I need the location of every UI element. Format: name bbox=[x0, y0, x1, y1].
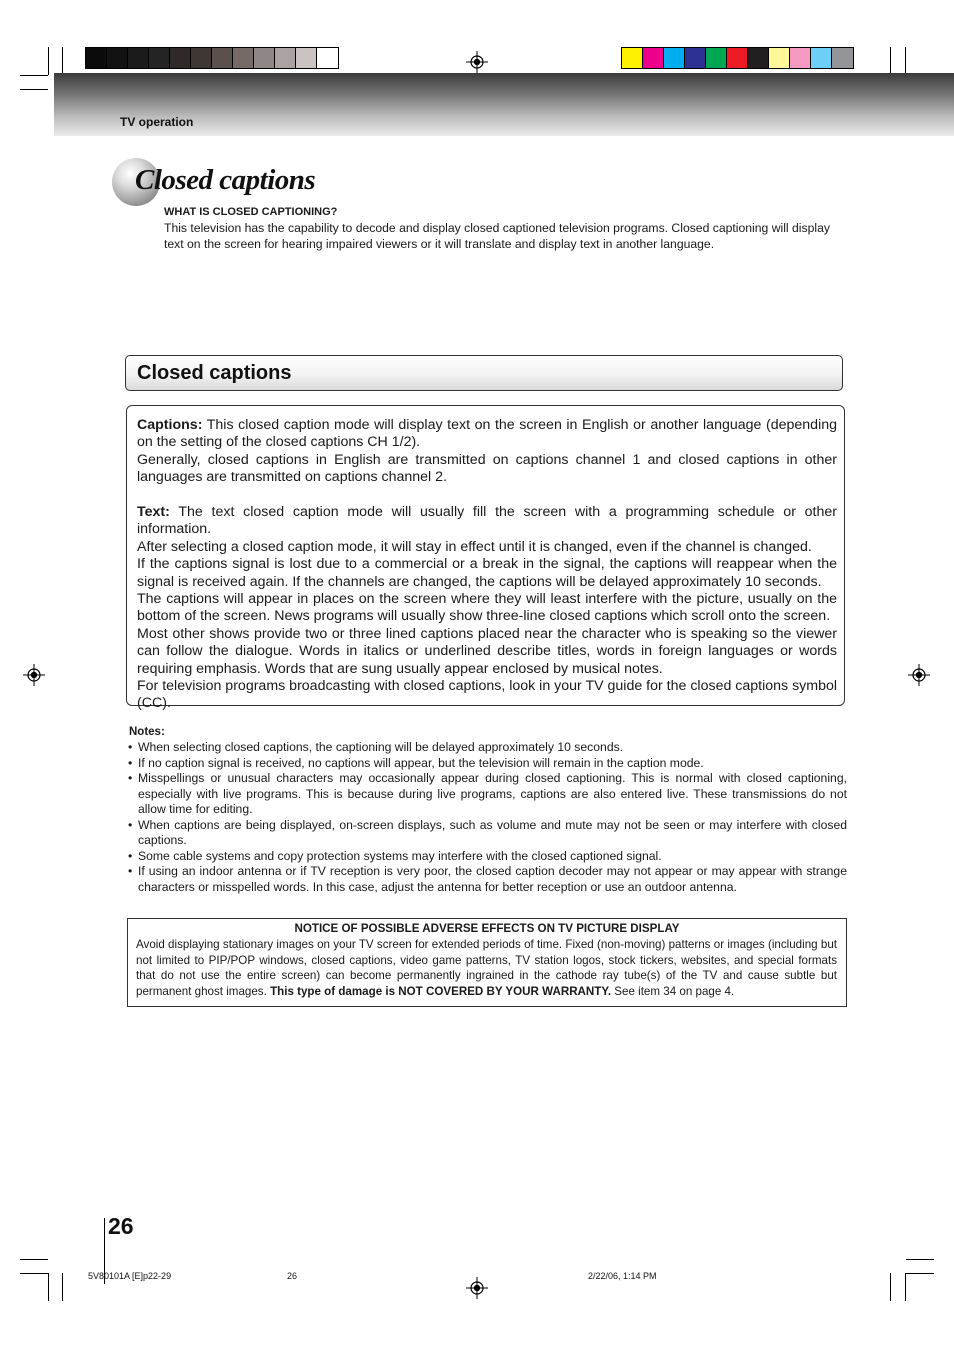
calibration-swatch bbox=[212, 48, 233, 68]
registration-mark-icon bbox=[908, 664, 930, 686]
intro-paragraph: This television has the capability to decode and display closed captioned television programs. Closed captioning will display text on the screen for hearing impaired viewers or it will translate and display text in another language. bbox=[164, 221, 830, 251]
print-timestamp: 2/22/06, 1:14 PM bbox=[588, 1271, 657, 1281]
calibration-swatch bbox=[727, 48, 748, 68]
calibration-swatch bbox=[664, 48, 685, 68]
notice-body bbox=[136, 937, 837, 999]
list-item: • When captions are being displayed, on-screen displays, such as volume and mute may not be seen or may interfere with closed captions. bbox=[128, 818, 847, 849]
calibration-swatch bbox=[233, 48, 254, 68]
notice-title: NOTICE OF POSSIBLE ADVERSE EFFECTS ON TV PICTURE DISPLAY bbox=[294, 922, 680, 935]
captions-channel-paragraph: Generally, closed captions in English are transmitted on captions channel 1 and closed captions in other languages are transmitted on captions channel 2. bbox=[137, 451, 837, 486]
calibration-swatch bbox=[149, 48, 170, 68]
tv-guide-paragraph: For television programs broadcasting with closed captions, look in your TV guide for the closed captions symbol (CC). bbox=[137, 678, 838, 712]
text-label: Text: bbox=[137, 504, 170, 521]
calibration-swatch bbox=[107, 48, 128, 68]
text-paragraph bbox=[137, 504, 837, 539]
calibration-swatch bbox=[685, 48, 706, 68]
calibration-swatch bbox=[769, 48, 790, 68]
intro-subheading: WHAT IS CLOSED CAPTIONING? bbox=[164, 206, 338, 218]
calibration-swatch bbox=[811, 48, 832, 68]
caption-modes-text bbox=[137, 417, 837, 713]
captions-description: This closed caption mode will display text on the screen in English or another language (depending on the setting of the closed captions CH 1/2). bbox=[137, 417, 837, 451]
list-item: • Some cable systems and copy protection systems may interfere with the closed captioned signal. bbox=[128, 849, 847, 865]
calibration-swatch bbox=[706, 48, 727, 68]
notice-box bbox=[127, 918, 847, 1007]
grayscale-calibration-bar bbox=[85, 47, 339, 69]
calibration-swatch bbox=[317, 48, 338, 68]
crop-mark bbox=[20, 89, 48, 90]
list-item: • If no caption signal is received, no captions will appear, but the television will remain in the caption mode. bbox=[128, 756, 847, 772]
calibration-swatch bbox=[254, 48, 275, 68]
section-heading: Closed captions bbox=[137, 362, 292, 384]
section-label: TV operation bbox=[120, 115, 194, 129]
crop-mark bbox=[48, 1273, 49, 1301]
notice-reference: See item 34 on page 4. bbox=[611, 984, 735, 998]
calibration-swatch bbox=[790, 48, 811, 68]
warranty-warning: This type of damage is NOT COVERED BY YOUR WARRANTY. bbox=[270, 984, 612, 998]
caption-placement-paragraph: The captions will appear in places on the screen where they will least interfere with the picture, usually on the bottom of the screen. News programs will usually show three-line closed captions which scroll onto the screen. bbox=[137, 591, 837, 625]
page-title: Closed captions bbox=[135, 164, 316, 196]
calibration-swatch bbox=[170, 48, 191, 68]
notes-title: Notes: bbox=[129, 726, 165, 738]
list-item: • When selecting closed captions, the captioning will be delayed approximately 10 seconds. bbox=[128, 740, 847, 756]
sheet-number: 26 bbox=[287, 1271, 298, 1281]
caption-modes-box bbox=[126, 405, 845, 712]
crop-mark bbox=[62, 1273, 63, 1301]
page-number: 26 bbox=[108, 1213, 134, 1239]
calibration-swatch bbox=[296, 48, 317, 68]
caption-lines-paragraph: Most other shows provide two or three lined captions placed near the character who is speaking so the viewer can follow the dialogue. Words in italics or underlined describe titles, words in foreign languages or words requiring emphasis. Words that are sung usually appear enclosed by musical notes. bbox=[137, 625, 837, 677]
signal-loss-paragraph: If the captions signal is lost due to a commercial or a break in the signal, the captions will reappear when the signal is received again. If the channels are changed, the captions will be delayed approximately 10 seconds. bbox=[137, 556, 837, 590]
registration-mark-icon bbox=[23, 664, 45, 686]
calibration-swatch bbox=[191, 48, 212, 68]
calibration-swatch bbox=[128, 48, 149, 68]
text-description: The text closed caption mode will usually fill the screen with a programming schedule or other information. bbox=[137, 504, 837, 538]
captions-paragraph bbox=[137, 417, 837, 452]
section-heading-bar bbox=[125, 355, 843, 391]
calibration-swatch bbox=[832, 48, 853, 68]
list-item: • Misspellings or unusual characters may occasionally appear during closed captioning. This is normal with closed captioning, especially with live programs. This is because during live programs, captions are also entered live. These transmissions do not allow time for editing. bbox=[128, 771, 847, 818]
crop-mark bbox=[905, 1273, 906, 1301]
job-code: 5V80101A [E]p22-29 bbox=[88, 1271, 172, 1281]
crop-mark bbox=[890, 47, 891, 75]
captions-label: Captions: bbox=[137, 417, 203, 433]
crop-mark bbox=[62, 47, 63, 75]
crop-mark bbox=[48, 47, 49, 75]
calibration-swatch bbox=[643, 48, 664, 68]
calibration-swatch bbox=[748, 48, 769, 68]
calibration-swatch bbox=[275, 48, 296, 68]
crop-mark bbox=[20, 1273, 48, 1274]
calibration-swatch bbox=[86, 48, 107, 68]
caption-mode-persistence: After selecting a closed caption mode, it will stay in effect until it is changed, even if the channel is changed. bbox=[137, 538, 812, 555]
notes-list bbox=[128, 740, 847, 895]
crop-mark bbox=[906, 1259, 934, 1260]
calibration-swatch bbox=[622, 48, 643, 68]
crop-mark bbox=[20, 75, 48, 76]
crop-mark bbox=[890, 1273, 891, 1301]
crop-mark bbox=[906, 1273, 934, 1274]
list-item: • If using an indoor antenna or if TV reception is very poor, the closed caption decoder may not appear or may appear with strange characters or misspelled words. In this case, adjust the antenna for better reception or use an outdoor antenna. bbox=[128, 864, 847, 895]
color-calibration-bar bbox=[621, 47, 854, 69]
crop-mark bbox=[905, 47, 906, 75]
notice-text: Avoid displaying stationary images on your TV screen for extended periods of time. Fixed (non-moving) patterns or images (including but not limited to PIP/POP windows, closed captions, video game patterns, TV station logos, stock tickers, websites, and special formats that do not use the entire screen) can become permanently ingrained in the cathode ray tube(s) of the TV and cause subtle but permanent ghost images. bbox=[136, 938, 837, 998]
registration-mark-icon bbox=[466, 51, 488, 73]
registration-mark-icon bbox=[466, 1277, 488, 1299]
crop-mark bbox=[20, 1259, 48, 1260]
